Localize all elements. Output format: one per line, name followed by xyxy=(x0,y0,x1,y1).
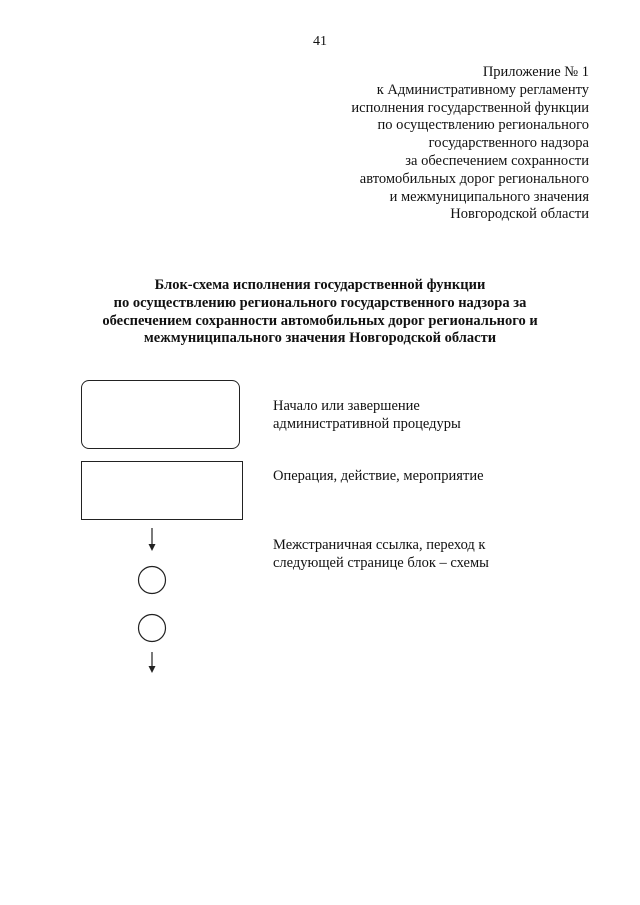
process-description-line: Операция, действие, мероприятие xyxy=(273,468,484,484)
title-line: межмуниципального значения Новгородской области xyxy=(143,330,497,347)
appendix-line: по осуществлению регионального xyxy=(377,117,589,134)
connector-description-line: Межстраничная ссылка, переход к xyxy=(273,537,486,553)
terminator-description-line: Начало или завершение xyxy=(273,398,420,414)
appendix-line: к Административному регламенту xyxy=(376,81,589,98)
appendix-line: Новгородской области xyxy=(450,206,589,223)
connector-description-line: следующей странице блок – схемы xyxy=(273,555,489,571)
appendix-line: Приложение № 1 xyxy=(482,64,589,80)
arrow-head-icon xyxy=(149,544,156,551)
appendix-line: исполнения государственной функции xyxy=(351,99,589,116)
arrow-head-icon xyxy=(149,666,156,673)
title-line: обеспечением сохранности автомобильных дорог регионального и xyxy=(102,312,538,329)
title-line: по осуществлению регионального государственного надзора за xyxy=(113,294,527,311)
page-connector-circle xyxy=(139,567,166,594)
appendix-line: за обеспечением сохранности xyxy=(405,152,589,169)
page-number: 41 xyxy=(313,34,327,49)
appendix-line: государственного надзора xyxy=(428,135,589,152)
connector-description xyxy=(273,536,489,572)
appendix-line: и межмуниципального значения xyxy=(389,188,589,205)
terminator-description-line: административной процедуры xyxy=(273,416,461,432)
appendix-line: автомобильных дорог регионального xyxy=(359,170,589,187)
page-connector-circle xyxy=(139,615,166,642)
title-line: Блок-схема исполнения государственной функции xyxy=(154,277,486,293)
